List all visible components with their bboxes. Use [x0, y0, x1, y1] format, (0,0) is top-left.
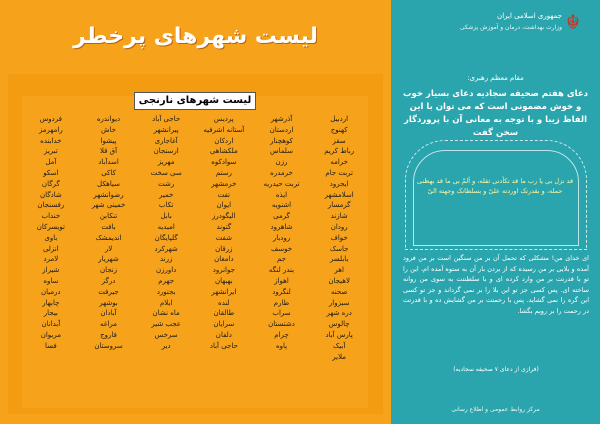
city-cell: جم — [277, 255, 286, 264]
iran-emblem-icon: ☬ — [565, 10, 581, 34]
city-cell: آق قلا — [99, 147, 118, 156]
city-cell: تکاب — [158, 201, 174, 210]
city-cell: چالوس — [328, 320, 350, 329]
city-cell: بندر لنگه — [268, 266, 295, 275]
city-cell: خرمدره — [270, 168, 293, 177]
city-cell: اسلامشهر — [324, 190, 354, 199]
city-cell: آذرشهر — [270, 115, 293, 123]
city-cell: ملکشاهی — [209, 147, 238, 156]
city-cell: گرمسار — [327, 201, 351, 210]
city-cell: رامهرمز — [38, 125, 63, 134]
city-cell: دامغان — [214, 255, 234, 264]
city-cell: رباط کریم — [324, 147, 355, 156]
city-cell: خرمشهر — [211, 179, 237, 188]
table-title: لیست شهرهای نارنجی — [134, 92, 256, 110]
city-cell: ایرانشهر — [211, 287, 237, 296]
orange-panel-inner — [8, 10, 383, 414]
city-cell: بافت — [101, 222, 116, 231]
city-cell: سراب — [272, 309, 291, 318]
ornamental-frame-inner — [413, 150, 579, 246]
city-cell: لنگرود — [272, 287, 291, 296]
city-cell: شهرکرد — [154, 244, 178, 253]
city-cell: تویسرکان — [36, 222, 65, 231]
city-cell: مریوان — [40, 330, 61, 339]
city-cell: پیرانشهر — [153, 125, 179, 134]
city-cell: فسا — [44, 341, 57, 350]
city-cell: آبدانان — [41, 320, 61, 329]
city-cell: چرام — [274, 330, 289, 339]
city-cell: آستانه اشرفیه — [203, 125, 245, 134]
city-cell: شیراز — [42, 266, 60, 275]
city-cell: زنجان — [99, 266, 118, 275]
city-cell: سلماس — [270, 147, 293, 156]
city-cell: آبادان — [100, 309, 117, 318]
leader-quote: دعای هفتم صحیفه سجادیه دعای بسیار خوب و خوش مضمونی است که می توان با این الفاظ زیبا و با توجه به معانی آن با پروردگار سخن گفت — [402, 89, 589, 138]
city-cell: ایوان — [216, 201, 232, 210]
city-cell: انزلی — [42, 244, 59, 253]
city-cell: ماه نشان — [152, 309, 180, 318]
city-cell: رودان — [330, 222, 348, 231]
city-cell: خمیر — [158, 190, 174, 199]
city-cell: اسدآباد — [98, 158, 119, 167]
city-cell: فردوس — [39, 115, 62, 123]
city-cell: سقز — [332, 136, 346, 145]
org-name: جمهوری اسلامی ایران — [497, 12, 562, 20]
city-cell: کاکی — [101, 168, 116, 177]
city-cell: لامرد — [43, 255, 59, 264]
city-cell: زرند — [159, 255, 173, 264]
city-cell: سرایان — [213, 320, 235, 329]
city-cell: رزن — [275, 158, 288, 167]
footer-credit: مرکز روابط عمومی و اطلاع رسانی — [451, 406, 540, 413]
city-cell: شفت — [215, 233, 232, 242]
city-cell: خدابنده — [40, 136, 62, 145]
city-cell: رستم — [215, 168, 232, 177]
city-cell: مهریز — [157, 158, 175, 167]
city-cell: خمینی شهر — [91, 201, 126, 210]
city-cell: آبیک — [333, 341, 346, 350]
city-cell: رودبار — [272, 233, 291, 242]
city-cell: بابلسر — [329, 255, 349, 264]
city-cell: جاسک — [329, 244, 349, 253]
city-cell: لاهیجان — [328, 276, 350, 285]
city-cell: دیر — [161, 341, 171, 350]
city-cell: عجب شیر — [151, 320, 181, 329]
city-cell: خاش — [101, 125, 117, 134]
city-cell: شهریار — [98, 255, 119, 264]
city-cell: اردکان — [214, 136, 234, 145]
prayer-translation: ای خدای من! مشکلی که تحمل آن بر من سنگین است بر من فرود آمده و بلایی بر من رسیده که از بردن بار آن به ستوه آمده ام، این را تو با قدرتت بر من وارد کرده ای و با سلطنتت به سوی من روانه ساخته ای. پس کسی جز تو این بلا را بر نمی گرداند و جز تو کسی این گره را نمی گشاید. پس با رحمتت بر من گشایش ده و با قدرتت در رحمت را بر رویم بگشا. — [403, 254, 589, 315]
city-cell: شاهرود — [270, 222, 293, 231]
city-cell: اهواز — [274, 276, 289, 285]
city-cell: اردبیل — [330, 115, 349, 123]
city-cell: دره شهر — [326, 309, 352, 318]
city-cell: خواف — [330, 233, 348, 242]
leader-label: مقام معظم رهبری: — [467, 74, 524, 82]
city-cell: سی سخت — [150, 168, 182, 177]
city-cell: گرگان — [41, 179, 60, 188]
city-cell: لار — [104, 244, 113, 253]
city-cell: بوشهر — [99, 298, 118, 307]
teal-panel — [391, 0, 600, 424]
city-cell: سوادکوه — [211, 158, 237, 167]
city-cell: داورزن — [156, 266, 177, 275]
city-cell: باوی — [44, 233, 58, 242]
city-cell: تبریز — [43, 147, 58, 156]
city-cell: سروستان — [94, 341, 123, 350]
city-cell: آمل — [45, 158, 57, 167]
city-cell: اشنویه — [271, 201, 292, 210]
city-cell: پیشوا — [100, 136, 117, 145]
city-cell: امیدیه — [157, 222, 175, 231]
city-cell: صحنه — [331, 287, 348, 296]
city-cell: طالقان — [213, 309, 235, 318]
title-band — [8, 10, 383, 74]
ministry-name: وزارت بهداشت، درمان و آموزش پزشکی — [459, 24, 562, 31]
city-cell: طارم — [273, 298, 290, 307]
city-cell: دیواندره — [96, 115, 121, 123]
city-cell: پارس آباد — [325, 330, 353, 339]
city-cell: اندیمشک — [95, 233, 122, 242]
city-cell: پردیس — [213, 115, 234, 123]
city-cell: ایجرود — [329, 179, 349, 188]
city-cell: سبزوار — [328, 298, 350, 307]
city-cell: کوهچنار — [270, 136, 293, 145]
prayer-source: (فرازی از دعای ۷ صحیفه سجادیه) — [453, 366, 539, 373]
city-cell: ملایر — [332, 352, 347, 361]
city-cell: اسکو — [43, 168, 59, 177]
city-cell: گلپایگان — [154, 233, 178, 242]
city-cell: جوانرود — [212, 266, 235, 275]
city-cell: ارسنجان — [153, 147, 179, 156]
city-cell: جیرفت — [98, 287, 119, 296]
city-cell: ایلام — [159, 298, 173, 307]
city-cell: تربت حیدریه — [263, 179, 300, 188]
city-cell: سیاهکل — [97, 179, 120, 188]
city-cell: دشتستان — [268, 320, 295, 329]
city-cell: شازند — [330, 212, 348, 221]
city-cell: سرخس — [154, 330, 178, 339]
cities-table — [22, 96, 368, 408]
city-cell: گرمی — [273, 212, 290, 221]
city-cell: خنداب — [41, 212, 61, 221]
city-cell: چابهار — [42, 298, 60, 307]
city-cell: پاوه — [275, 341, 288, 350]
page-title: لیست شهرهای پرخطر — [73, 24, 318, 49]
city-cell: بابل — [160, 212, 172, 221]
city-cell: بجنورد — [156, 287, 176, 296]
city-cell: ساوه — [43, 276, 59, 285]
city-cell: رشت — [158, 179, 175, 188]
city-cell: بیجار — [43, 309, 58, 318]
city-cell: لنده — [218, 298, 230, 307]
city-cell: زرقان — [215, 244, 233, 253]
city-cell: تنکابن — [99, 212, 118, 221]
city-cell: حاجی آباد — [209, 341, 238, 350]
city-cell: جهرم — [158, 276, 175, 285]
city-cell: خوسف — [270, 244, 293, 253]
city-cell: اردستان — [269, 125, 294, 134]
city-cell: ایذه — [275, 190, 288, 199]
city-cell: تربت جام — [325, 168, 353, 177]
city-cell: آغاجاری — [154, 136, 178, 145]
city-cell: اهر — [334, 266, 344, 275]
city-cell: تفت — [217, 190, 231, 199]
city-cell: الیگودرز — [212, 212, 236, 221]
city-cell: دلفان — [215, 330, 232, 339]
city-grid — [22, 114, 368, 362]
city-cell: گتوند — [216, 222, 232, 231]
city-cell: رفسنجان — [37, 201, 65, 210]
city-cell: شادگان — [39, 190, 62, 199]
city-cell: درمیان — [41, 287, 61, 296]
city-cell: حاجی آباد — [152, 115, 181, 123]
city-cell: درگز — [101, 276, 116, 285]
city-cell: فاروج — [100, 330, 117, 339]
city-cell: رضوانشهر — [93, 190, 124, 199]
prayer-text: قد نزل بی یا رب ما قد تکأدنی ثقله، و ألمّ بی ما قد بهظنی حمله، و بقدرتک اوردته علیّ و بسلطانک وجهته الیّ — [416, 177, 574, 195]
city-cell: کهنوج — [330, 125, 348, 134]
city-cell: بهبهان — [214, 276, 233, 285]
city-cell: مراغه — [100, 320, 117, 329]
city-cell: خرامه — [330, 158, 348, 167]
